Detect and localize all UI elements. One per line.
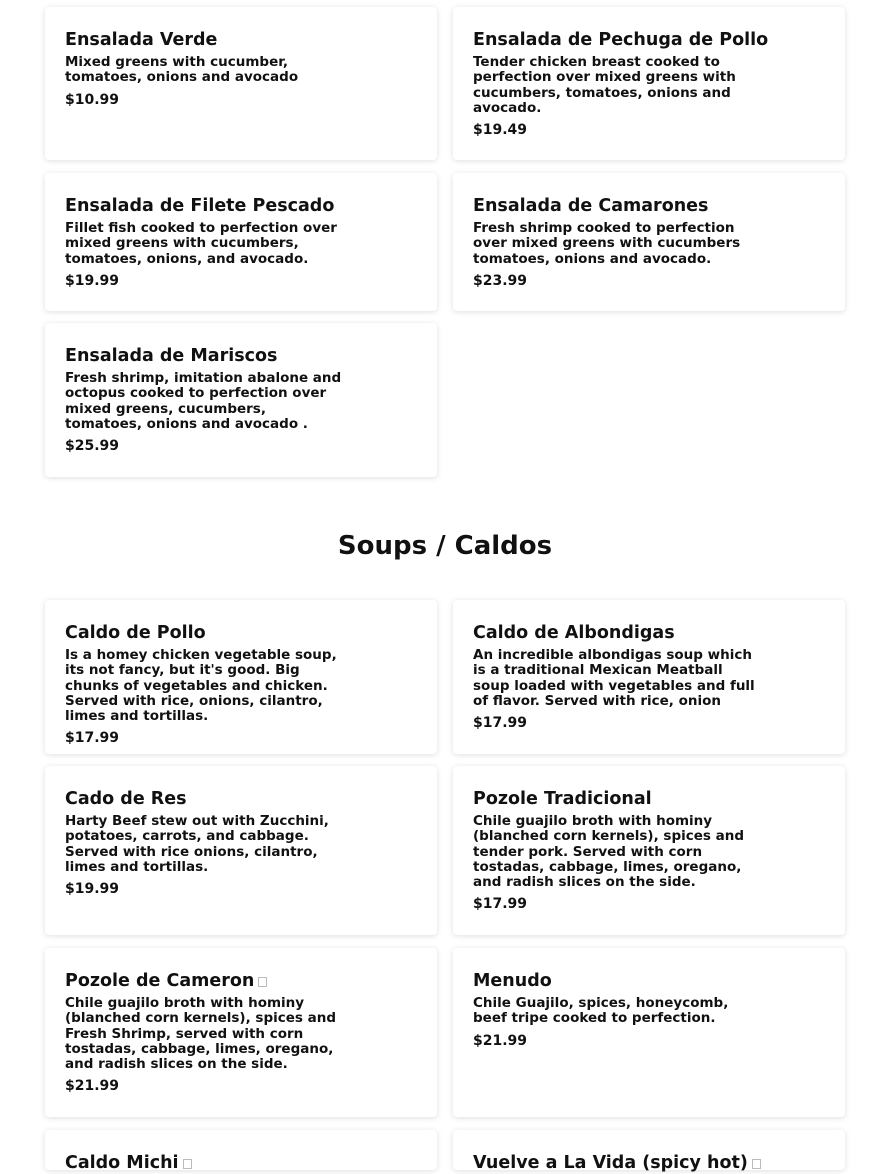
menu-item-price: $17.99 xyxy=(65,730,120,747)
menu-item-title: Caldo de Albondigas xyxy=(473,623,675,643)
menu-item-title: Ensalada de Filete Pescado xyxy=(65,196,335,216)
spicy-icon xyxy=(752,1159,761,1169)
menu-item-price: $21.99 xyxy=(65,1078,120,1095)
menu-item-title: Ensalada de Mariscos xyxy=(65,346,278,366)
menu-item-title: Pozole Tradicional xyxy=(473,789,652,809)
menu-item-card[interactable] xyxy=(453,7,845,160)
menu-item-title: Ensalada Verde xyxy=(65,30,218,50)
menu-item-description: Fresh shrimp cooked to perfection over mixed greens with cucumbers tomatoes, onions and avocado. xyxy=(473,220,741,267)
menu-item-title-row xyxy=(473,1152,825,1174)
menu-item-title: Ensalada de Camarones xyxy=(473,196,709,216)
menu-item-description: Fresh shrimp, imitation abalone and octopus cooked to perfection over mixed greens, cucumbers, tomatoes, onions and avocado . xyxy=(65,370,342,432)
menu-item-title: Ensalada de Pechuga de Pollo xyxy=(473,30,769,50)
menu-item-description: Fillet fish cooked to perfection over mixed greens with cucumbers, tomatoes, onions, and avocado. xyxy=(65,220,337,267)
spicy-icon xyxy=(258,977,267,987)
menu-item-price: $17.99 xyxy=(473,715,528,731)
section-title-soups: Soups / Caldos xyxy=(337,531,553,561)
menu-item-card[interactable] xyxy=(453,766,845,935)
menu-item-price: $19.99 xyxy=(65,881,120,898)
menu-item-price: $25.99 xyxy=(65,438,120,455)
menu-item-price: $21.99 xyxy=(473,1032,528,1049)
menu-item-title: Vuelve a La Vida (spicy hot) xyxy=(473,1153,748,1173)
menu-item-price: $19.99 xyxy=(65,272,120,289)
menu-item-card[interactable] xyxy=(453,1130,845,1173)
menu-item-title: Caldo de Pollo xyxy=(65,623,206,643)
menu-item-description: Chile guajilo broth with hominy (blanched corn kernels), spices and tender pork. Served with corn tostadas, cabbage, limes, oregano, and radish slices on the side. xyxy=(473,813,745,891)
spicy-icon xyxy=(183,1159,192,1169)
menu-item-card[interactable] xyxy=(453,173,845,311)
menu-item-card[interactable] xyxy=(45,1130,437,1173)
menu-item-title-row xyxy=(65,970,417,992)
menu-item-price: $17.99 xyxy=(473,896,528,913)
menu-item-card[interactable] xyxy=(45,766,437,935)
menu-item-card[interactable] xyxy=(45,323,437,477)
menu-item-title: Pozole de Cameron xyxy=(65,971,255,991)
menu-item-description: Is a homey chicken vegetable soup, its not fancy, but it's good. Big chunks of vegetables and chicken. Served with rice, onions, cilantro, limes and tortillas. xyxy=(65,647,337,725)
menu-item-description: Mixed greens with cucumber, tomatoes, onions and avocado xyxy=(65,54,299,86)
menu-item-card[interactable] xyxy=(45,948,437,1117)
menu-item-card[interactable] xyxy=(453,600,845,754)
menu-item-description: Chile guajilo broth with hominy (blanched corn kernels), spices and Fresh Shrimp, served with corn tostadas, cabbage, limes, oregano, and radish slices on the side. xyxy=(65,995,337,1073)
menu-item-price: $23.99 xyxy=(473,272,528,289)
menu-item-card[interactable] xyxy=(45,600,437,754)
menu-item-description: Chile Guajilo, spices, honeycomb, beef tripe cooked to perfection. xyxy=(473,995,729,1027)
menu-item-title: Menudo xyxy=(473,971,552,991)
menu-item-card[interactable] xyxy=(453,948,845,1117)
menu-item-price: $10.99 xyxy=(65,91,120,108)
menu-item-card[interactable] xyxy=(45,7,437,160)
menu-item-title: Caldo Michi xyxy=(65,1153,179,1173)
menu-item-price: $19.49 xyxy=(473,122,528,139)
menu-item-title-row xyxy=(65,1152,417,1174)
menu-item-title: Cado de Res xyxy=(65,789,187,809)
menu-item-description: Harty Beef stew out with Zucchini, potatoes, carrots, and cabbage. Served with rice onions, cilantro, limes and tortillas. xyxy=(65,813,329,875)
menu-item-description: Tender chicken breast cooked to perfection over mixed greens with cucumbers, tomatoes, onions and avocado. xyxy=(473,54,736,116)
menu-item-card[interactable] xyxy=(45,173,437,311)
menu-item-description: An incredible albondigas soup which is a traditional Mexican Meatball soup loaded with vegetables and full of flavor. Served with rice, onion xyxy=(473,648,755,709)
